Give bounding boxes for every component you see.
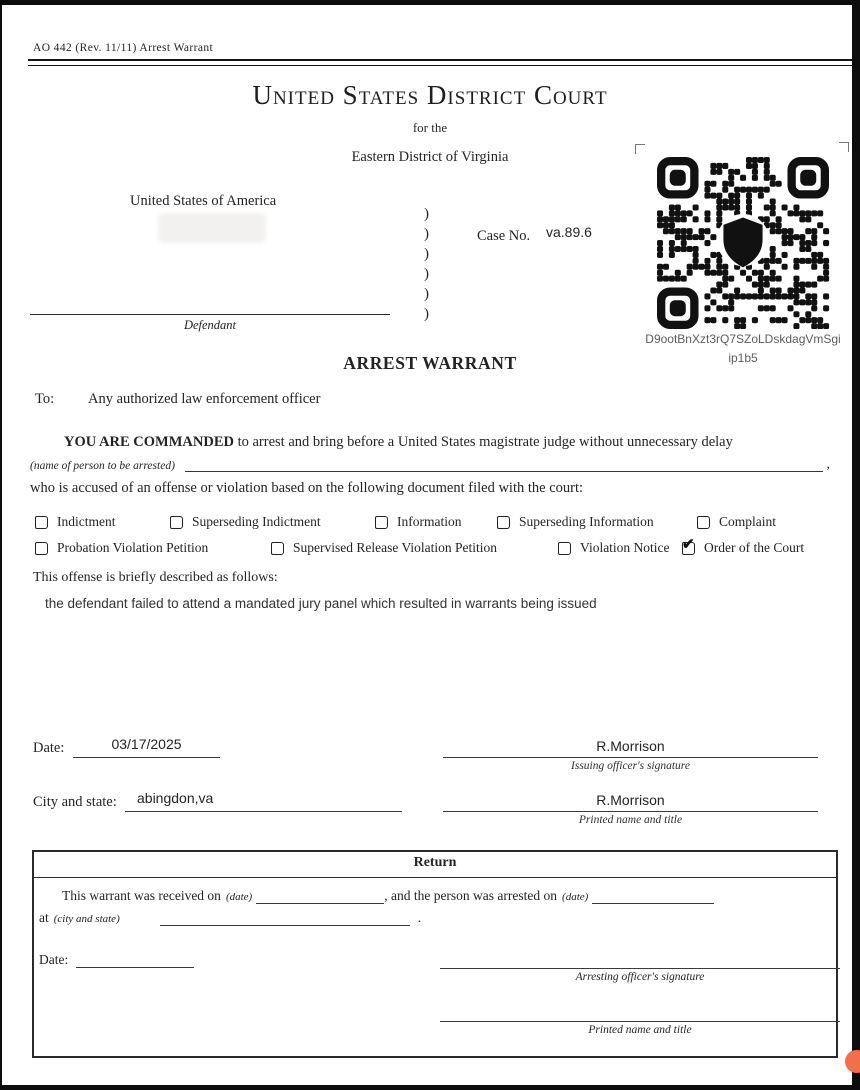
checkbox-information[interactable] — [375, 514, 461, 530]
check-mark-icon: ✔ — [682, 536, 695, 553]
checkbox-label: Superseding Indictment — [192, 514, 321, 529]
return-printed-caption: Printed name and title — [588, 1024, 692, 1036]
scan-edge-bottom — [0, 1085, 860, 1090]
accused-line: who is accused of an offense or violation based on the following document filed with the court: — [30, 480, 584, 496]
name-blank-line — [185, 455, 823, 472]
return-date-row — [39, 952, 194, 968]
to-value: Any authorized law enforcement officer — [88, 391, 321, 407]
return-title: Return — [413, 855, 457, 870]
checkbox-indictment[interactable] — [35, 514, 115, 530]
checkbox-label: Information — [397, 514, 462, 529]
issuing-officer-signature[interactable]: R.Morrison — [443, 738, 818, 758]
trailing-comma: , — [826, 457, 830, 472]
received-date-blank[interactable] — [256, 889, 384, 904]
city-state-hint: (city and state) — [53, 913, 120, 925]
arrest-city-blank[interactable] — [160, 911, 410, 926]
command-bold: YOU ARE COMMANDED — [64, 434, 234, 450]
return-printed-name-line[interactable] — [440, 1021, 840, 1036]
date-value-field[interactable]: 03/17/2025 — [73, 736, 220, 758]
crop-mark-icon — [635, 144, 645, 154]
checkbox-icon[interactable] — [170, 516, 183, 529]
checkbox-order-of-the-court[interactable] — [682, 536, 805, 556]
case-number-value: va.89.6 — [546, 224, 592, 240]
document-title: ARREST WARRANT — [343, 353, 517, 373]
issuing-signature-caption: Issuing officer's signature — [571, 760, 690, 772]
checkbox-violation-notice[interactable] — [558, 540, 670, 556]
qr-code-block — [634, 142, 852, 380]
date-label: Date: — [33, 740, 65, 756]
command-paragraph — [30, 434, 835, 451]
qr-caption-line2: ip1b5 — [728, 351, 758, 365]
checkbox-icon[interactable] — [375, 516, 388, 529]
return-received-line — [62, 888, 822, 904]
checkbox-icon[interactable] — [558, 542, 571, 555]
checkbox-supervised-release-violation-petition[interactable] — [271, 540, 497, 556]
arresting-officer-signature-line[interactable] — [440, 968, 840, 983]
date-hint: (date) — [225, 891, 253, 903]
command-rest: to arrest and bring before a United States magistrate judge without unnecessary delay — [233, 434, 733, 450]
checkbox-superseding-indictment[interactable] — [170, 514, 321, 530]
name-hint: (name of person to be arrested) — [30, 460, 175, 472]
paren: ) — [424, 226, 429, 242]
paren: ) — [424, 266, 429, 282]
period: . — [417, 910, 422, 925]
plaintiff-name: United States of America — [130, 193, 277, 209]
printed-name-caption: Printed name and title — [578, 814, 683, 826]
qr-code-icon — [656, 157, 830, 329]
header-double-rule — [28, 59, 852, 66]
form-id: AO 442 (Rev. 11/11) Arrest Warrant — [33, 42, 214, 54]
checkbox-icon[interactable] — [682, 536, 695, 555]
court-title: United States District Court — [252, 80, 608, 110]
name-of-person-row — [30, 455, 830, 473]
checkbox-label: Complaint — [719, 514, 776, 529]
checkbox-label: Indictment — [57, 514, 116, 529]
checkbox-probation-violation-petition[interactable] — [35, 540, 208, 556]
date-hint: (date) — [562, 891, 589, 903]
paren: ) — [424, 306, 429, 322]
checkbox-label: Violation Notice — [580, 540, 670, 555]
checkbox-icon[interactable] — [497, 516, 510, 529]
arresting-signature-caption: Arresting officer's signature — [575, 971, 705, 983]
checkbox-label: Supervised Release Violation Petition — [293, 540, 498, 555]
offense-intro: This offense is briefly described as follows: — [33, 570, 278, 585]
checkbox-label: Superseding Information — [519, 514, 654, 529]
return-section — [32, 850, 838, 1058]
printed-name-value[interactable]: R.Morrison — [443, 792, 818, 812]
city-state-value-field[interactable]: abingdon,va — [125, 790, 402, 812]
redacted-defendant-name — [158, 213, 266, 243]
return-title-rule — [34, 877, 836, 878]
return-at-line — [39, 910, 799, 926]
checkbox-icon[interactable] — [697, 516, 710, 529]
checkbox-complaint[interactable] — [697, 514, 776, 530]
return-date-label: Date: — [39, 952, 69, 967]
received-mid: , and the person was arrested on — [384, 888, 558, 903]
paren: ) — [424, 206, 429, 222]
checkbox-superseding-information[interactable] — [497, 514, 654, 530]
printed-name-block — [443, 792, 818, 826]
defendant-label: Defendant — [183, 318, 237, 332]
orange-marker-dot[interactable] — [845, 1050, 860, 1073]
checkbox-icon[interactable] — [271, 542, 284, 555]
district-name: Eastern District of Virginia — [351, 149, 509, 165]
case-number-label: Case No. — [477, 228, 531, 244]
crop-mark-icon — [839, 142, 849, 152]
city-state-label: City and state: — [33, 794, 117, 810]
return-date-blank[interactable] — [76, 953, 194, 968]
defendant-signature-line — [30, 314, 390, 315]
checkbox-icon[interactable] — [35, 516, 48, 529]
caption-parentheses — [424, 204, 429, 324]
at-label: at — [39, 910, 49, 925]
arrested-date-blank[interactable] — [592, 889, 714, 904]
for-the-label: for the — [412, 120, 448, 135]
to-label: To: — [35, 391, 55, 407]
checkbox-label: Probation Violation Petition — [57, 540, 209, 555]
scan-edge-top — [0, 0, 860, 5]
checkbox-label: Order of the Court — [704, 540, 805, 555]
paren: ) — [424, 246, 429, 262]
checkbox-icon[interactable] — [35, 542, 48, 555]
paren: ) — [424, 286, 429, 302]
offense-description: the defendant failed to attend a mandated jury panel which resulted in warrants being issued — [45, 596, 597, 611]
received-pre: This warrant was received on — [62, 888, 221, 903]
qr-caption-line1: D9ootBnXzt3rQ7SZoLDskdagVmSgi — [645, 332, 841, 346]
issuing-officer-signature-block — [443, 738, 818, 772]
